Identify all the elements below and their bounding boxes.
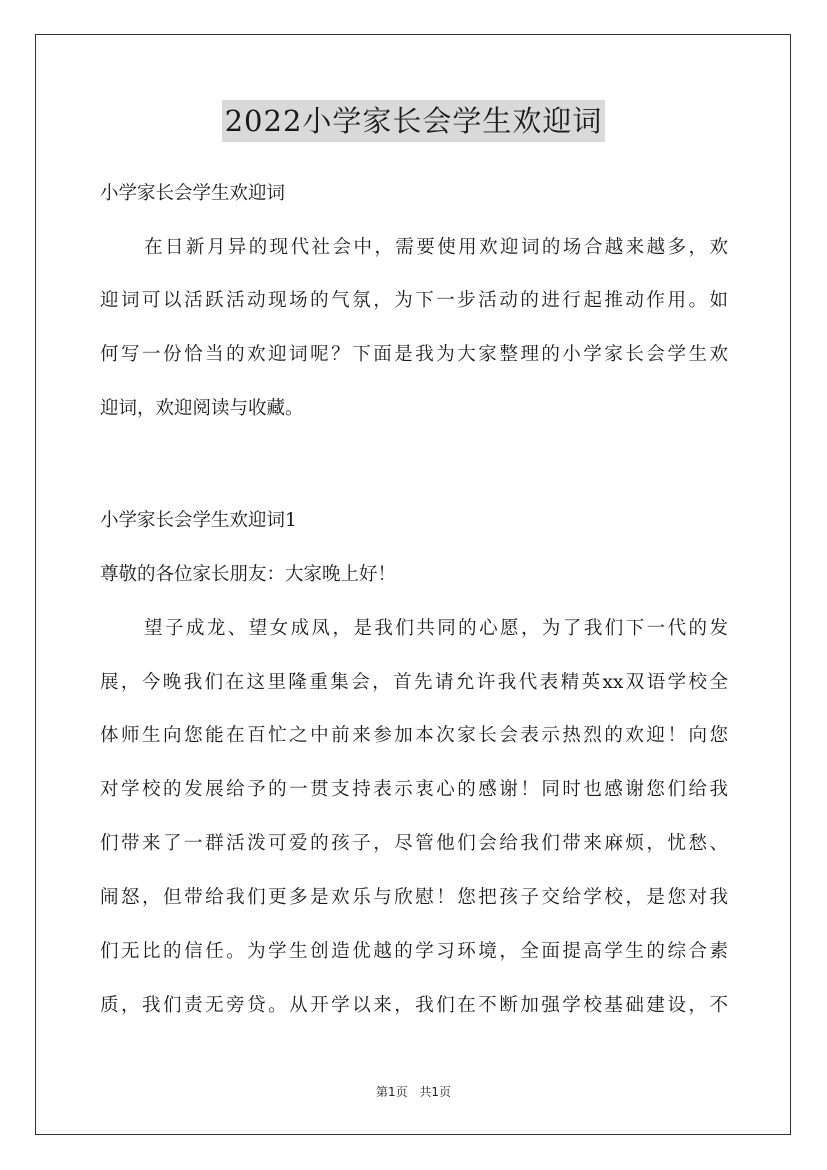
document-subtitle: 小学家长会学生欢迎词 xyxy=(100,183,286,204)
intro-line: 在日新月异的现代社会中，需要使用欢迎词的场合越来越多，欢 xyxy=(144,237,728,258)
intro-line: 迎词，欢迎阅读与收藏。 xyxy=(100,398,304,419)
body-line: 对学校的发展给予的一贯支持表示衷心的感谢！同时也感谢您们给我 xyxy=(100,779,728,800)
document-title: 2022小学家长会学生欢迎词 xyxy=(222,100,606,142)
intro-line: 何写一份恰当的欢迎词呢？下面是我为大家整理的小学家长会学生欢 xyxy=(100,344,728,365)
page-total: 共1页 xyxy=(419,1085,452,1099)
page-number: 第1页 xyxy=(375,1085,408,1099)
body-line: 展，今晚我们在这里隆重集会，首先请允许我代表精英xx双语学校全 xyxy=(100,672,728,693)
title-container xyxy=(0,100,827,142)
body-line: 质，我们责无旁贷。从开学以来，我们在不断加强学校基础建设，不 xyxy=(100,995,728,1016)
body-line: 们带来了一群活泼可爱的孩子，尽管他们会给我们带来麻烦，忧愁、 xyxy=(100,833,728,854)
body-line: 望子成龙、望女成凤，是我们共同的心愿，为了我们下一代的发 xyxy=(144,618,728,639)
salutation: 尊敬的各位家长朋友：大家晚上好！ xyxy=(100,564,397,585)
body-line: 体师生向您能在百忙之中前来参加本次家长会表示热烈的欢迎！向您 xyxy=(100,725,728,746)
page-footer xyxy=(0,1083,827,1100)
section-heading: 小学家长会学生欢迎词1 xyxy=(100,510,297,531)
intro-line: 迎词可以活跃活动现场的气氛，为下一步活动的进行起推动作用。如 xyxy=(100,290,728,311)
body-line: 们无比的信任。为学生创造优越的学习环境，全面提高学生的综合素 xyxy=(100,941,728,962)
body-line: 闹怒，但带给我们更多是欢乐与欣慰！您把孩子交给学校，是您对我 xyxy=(100,887,728,908)
